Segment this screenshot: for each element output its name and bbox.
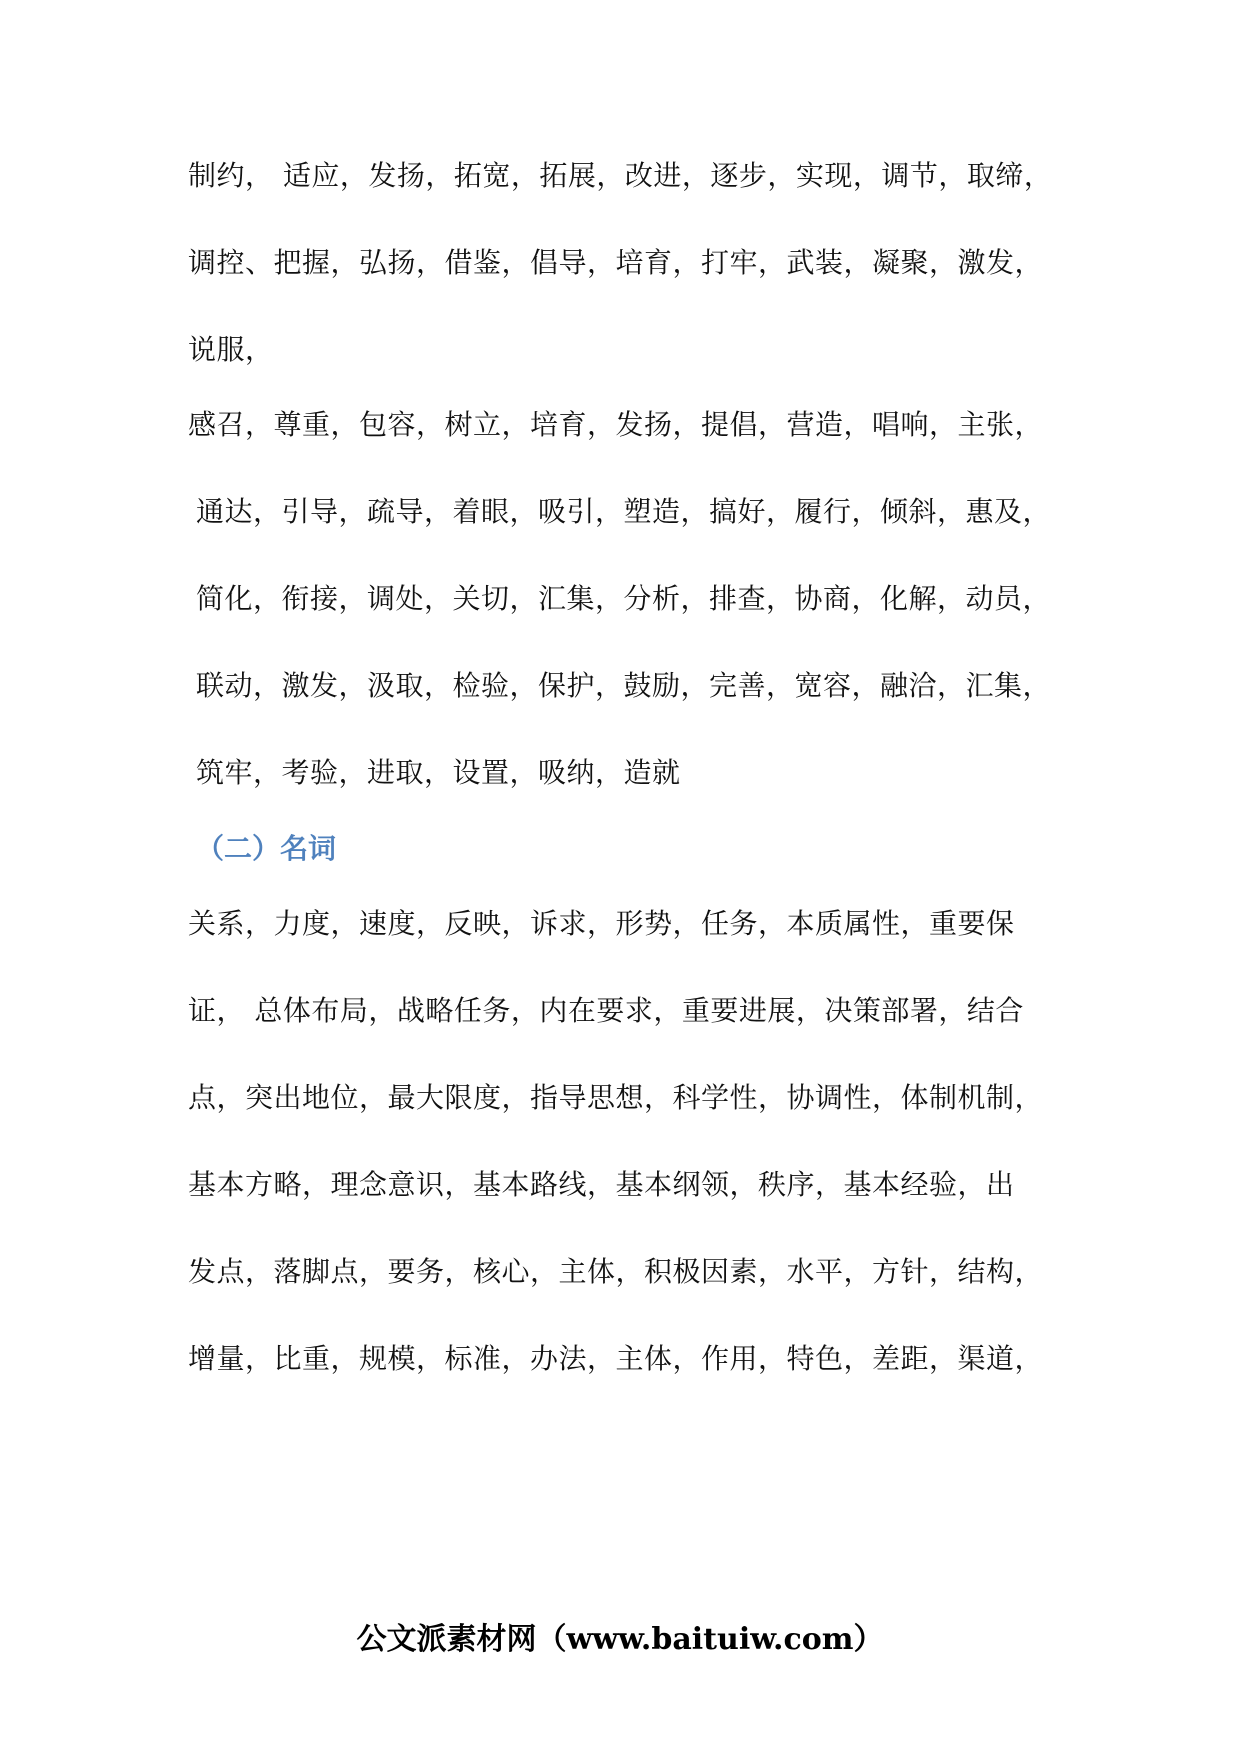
nouns-line-6: 增量，比重，规模，标准，办法，主体，作用，特色，差距，渠道， — [188, 1342, 1044, 1375]
nouns-line-1: 关系，力度，速度，反映，诉求，形势，任务，本质属性，重要保 — [188, 907, 1015, 940]
nouns-heading: （二）名词 — [196, 832, 337, 865]
verbs-line-5: 通达，引导，疏导，着眼，吸引，塑造，搞好，履行，倾斜，惠及， — [196, 495, 1052, 528]
verbs-line-8: 筑牢，考验，进取，设置，吸纳，造就 — [196, 756, 681, 789]
nouns-line-3: 点，突出地位，最大限度，指导思想，科学性，协调性，体制机制， — [188, 1081, 1044, 1114]
verbs-line-2: 调控、把握，弘扬，借鉴，倡导，培育，打牢，武装，凝聚，激发， — [188, 246, 1044, 279]
page-footer: 公文派素材网（www.baituiw.com） — [356, 1622, 884, 1657]
nouns-line-2: 证， 总体布局，战略任务，内在要求，重要进展，决策部署，结合 — [188, 994, 1024, 1027]
verbs-line-1: 制约， 适应，发扬，拓宽，拓展，改进，逐步，实现，调节，取缔， — [188, 159, 1053, 192]
nouns-line-4: 基本方略，理念意识，基本路线，基本纲领，秩序，基本经验，出 — [188, 1168, 1015, 1201]
verbs-line-6: 简化，衔接，调处，关切，汇集，分析，排查，协商，化解，动员， — [196, 582, 1052, 615]
verbs-line-7: 联动，激发，汲取，检验，保护，鼓励，完善，宽容，融洽，汇集， — [196, 669, 1052, 702]
verbs-line-4: 感召，尊重，包容，树立，培育，发扬，提倡，营造，唱响，主张， — [188, 408, 1044, 441]
verbs-line-3: 说服， — [188, 333, 274, 366]
nouns-line-5: 发点，落脚点，要务，核心，主体，积极因素，水平，方针，结构， — [188, 1255, 1044, 1288]
